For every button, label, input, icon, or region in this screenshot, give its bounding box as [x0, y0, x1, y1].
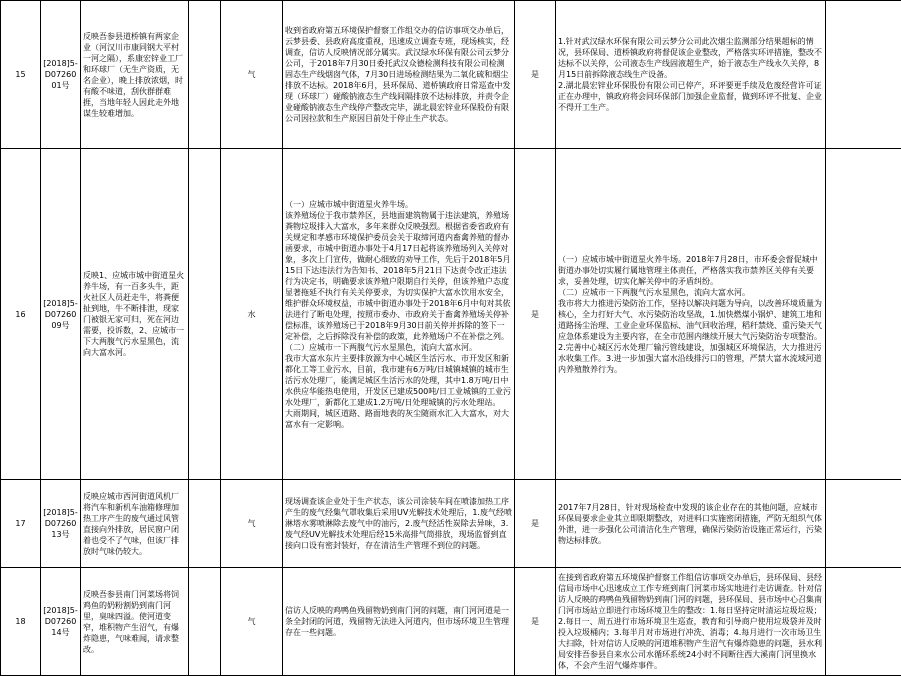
table-row	[1, 149, 901, 480]
findings-paragraph: 我市大富水东片主要排放源为中心城区生活污水、市开发区和新都化工等工业污水，目前，我市建有6万吨/日城镇城镇的城市生活污水处理厂，能满足城区生活污水的处理，其中1.8万吨/日中水供应华能热电使用，开发区已建成500吨/日工业城镇的工业污水处理厂，新都化工建成1.2万吨/日处理城镇的污水处理站。	[285, 353, 511, 407]
action-paragraph: 在接到省政府第五环境保护督察工作组信访事项交办单后，县环保局、县经信局市场中心迅速成立工作专班到南门河菜市场实地进行走访调查。针对信访人反映的鸡鸭鱼残留物奶到南门河的问题，县环保局、县市场中心召集南门河市场站立即进行市场环境卫生的整改：1.每日坚持定时清运垃圾垃圾；2.每日一、周五进行市场环境卫生巡查，教育和引导商户使用垃圾袋并及时投入垃圾桶内；3.每半月对市场进行冲洗、消毒；4.每月进行一次市场卫生大扫除，针对信访人反映的河道堆积物产生沼气有爆炸隐患的问题，县水利局安排吾参县自来水公司水循环系统24小时不间断往西大溪南门河里换水体，不会产生沼气爆炸事件。	[558, 573, 822, 670]
complaint-text: 反映吾参县南门河菜场将饲鸡鱼的奶粉割奶到南门河里，臭味四溢。使河道变窄，堆积物产生沼气，有爆炸隐患，气味难闻，请求整改。	[81, 568, 189, 676]
blank-cell	[189, 149, 221, 480]
complaint-text: 反映应城市西河街道风机厂将汽车和新机车油箱修理加热工序产生的废气通过风管直接向外排放，居民窗户闭着也受不了气味，但该厂排放时气味仍较大。	[81, 480, 189, 568]
findings-paragraph: 该养殖场位于我市禁养区，县地面建筑物属于违法建筑，养殖场粪物垃圾排入大富水，多年来群众反映强烈。根据省委省政府有关规定和孝感市环境保护委员会关于取缔河道内畜禽养殖的督办函要求，市城中街道办事处于4月17日起将该养殖场列入关停对象，多次上门宣传，做耐心细致的劝导工作，先后于2018年5月15日下达违法行为告知书、2018年5月21日下达责令改正违法行为决定书，明确要求该养殖户限期自行关停，但该养殖户态度显著拖延不执行有关关停要求，为切实保护大富水饮用水安全，维护群众环境权益，市城中街道办事处于2018年6月中旬对其依法进行了断电处理，按照市委办、市政府关于畜禽养殖场关停补偿标准，该养殖场已于2018年9月30日前关停并拆除的签下一定补偿，之后拆除没有补偿的政策，此养殖场户不在补偿之列。	[285, 210, 511, 341]
case-id: [2018]5-D0726009号	[41, 149, 81, 480]
findings-text: 现场调查该企业处于生产状态，该公司涂装车间在喷漆加热工序产生的废气经集气罩收集后采用UV光解技术处理后，1.废气经喷淋塔水雾喷淋除去废气中的油污，2.废气经活性炭除去异味，3.废气经UV光解技术处理后经15米高排气筒排放，现场监督到直接向口设有密封装好，存在清洁生产管理不到位的问题。	[283, 480, 515, 568]
row-number: 15	[1, 1, 41, 149]
tail-cell	[826, 480, 901, 568]
case-id: [2018]5-D0726014号	[41, 568, 81, 676]
actions-text	[556, 568, 826, 676]
pollution-type: 气	[221, 568, 283, 676]
complaint-text: 反映吾参县道桥镇有两家企业（河汉川市康同钢大平村一河之隔），系康宏锌业工厂和环球厂（无生产资质，无名企业），晚上排放浓烟，时有酸不味道，刮伙群群难捱，当地年轻人因此走外地谋生较难增加。	[81, 1, 189, 149]
table-row	[1, 568, 901, 676]
action-paragraph: （一）应城市城中街道星火养牛场。2018年7月28日，市环委会督促城中街道办事处切实履行属地管理主体责任，严格落实我市禁养区关停有关要求，妥善处理，切实化解关停中的矛盾纠纷。	[558, 254, 818, 286]
findings-paragraph: （一）应城市城中街道星火养牛场。	[285, 199, 413, 209]
findings-paragraph: 大雨期间，城区道路、路面地表的灰尘随雨水汇入大富水，对大富水有一定影响。	[285, 408, 509, 429]
table-row	[1, 480, 901, 568]
blank-cell	[189, 1, 221, 149]
row-number: 18	[1, 568, 41, 676]
verified-flag: 是	[515, 149, 556, 480]
case-id: [2018]5-D0726013号	[41, 480, 81, 568]
blank-cell	[189, 480, 221, 568]
pollution-type: 气	[221, 480, 283, 568]
action-paragraph: 2.湖北晨宏锌业环保股份有限公司已停产，环评要更手续及危废经营许可证正在办理中，镇政府将会同环保部门加强企业监督，做到环评不批复、企业不得开工生产。	[558, 81, 822, 112]
table-row	[1, 1, 901, 149]
action-paragraph: 我市将大力推进污染防治工作，坚持以解决问题为导向，以改善环境质量为核心，全力打好大气、水污染防治攻坚战，1.加快燃煤小锅炉、建筑工地和道路扬尘治理、工业企业环保监标、油气回收治理，稻秆禁烧、重污染天气应急体系建设为主要内容，在全市范围内继续开展大气污染防治专项整治。2.完善中心城区污水处理厂输污管线建设，加强城区环境保洁，大力推进污水收集工作。3.进一步加强大富水沿线排污口的管理，严禁大富水流域河道内养殖散养行为。	[558, 298, 822, 374]
complaint-text: 反映1、应城市城中街道星火养牛场，有一百多头牛，距火社区人员赶走牛，将粪便扯到地，牛不断排泄，现家门被银无家可归，死在河边需要，投诉数，2、应城市一下大两腹气污水星黑色，流向大富水河。	[81, 149, 189, 480]
tail-cell	[826, 568, 901, 676]
action-paragraph: 2017年7月28日，针对现场检查中发现的该企业存在的其他问题，应城市环保局要求企业其立即限期整改，对进料口实施密闭措施，严防无组织气体外泄，进一步强化公司清洁化生产管理，确保污染防治设施正常运行，污染物达标排放。	[558, 502, 822, 545]
findings-text: 收到省政府第五环境保护督察工作组交办的信访事项交办单后，云梦县委、县政府高度重视，迅速成立调查专班，现场核实，经调查，信访人反映情况部分属实。武汉绿水环保有限公司云梦分公司，于2018年7月30日委托武汉众德检测科技有限公司检测固态生产线烟囱气体，7月30日进场检测结果为二氧化硫和烟尘排放不达标。2018年6月，县环保局、道桥镇政府日常巡查中发现（环球厂）碰酸钠液态生产线间隔排放不达标排放，并责令企业碰酸钠液态生产线停产整改完毕，湖北晨宏锌业环保股份有限公司因拉款和生产原因目前处于停止生产状态。	[283, 1, 515, 149]
tail-cell	[826, 1, 901, 149]
blank-cell	[189, 568, 221, 676]
verified-flag: 是	[515, 568, 556, 676]
verified-flag: 是	[515, 480, 556, 568]
row-number: 17	[1, 480, 41, 568]
findings-text: 信访人反映的鸡鸭鱼残留物奶到南门河的问题，南门河河道是一条全封闭的河道，残留物无法进入河道内，但市场环境卫生管理存在一些问题。	[283, 568, 515, 676]
verified-flag: 是	[515, 1, 556, 149]
action-paragraph: （二）应城市一下两腹气污水星黑色，流向大富水河。	[558, 287, 750, 297]
case-id: [2018]5-D0726001号	[41, 1, 81, 149]
pollution-type: 水	[221, 149, 283, 480]
actions-text	[556, 1, 826, 149]
action-paragraph: 1.针对武汉绿水环保有限公司云梦分公司此次烟尘监测部分结果超标的情况，县环保局、道桥镇政府将督促该企业整改，严格落实环评措施，整改不达标不以关停，公司液态生产线固液超生产，始于液态生产线永久关停，8月15日前拆除液态线生产设备。	[558, 37, 822, 79]
tail-cell	[826, 149, 901, 480]
actions-text	[556, 149, 826, 480]
findings-paragraph: （二）应城市一下两腹气污水星黑色，流向大富水河。	[285, 342, 477, 352]
actions-text	[556, 480, 826, 568]
row-number: 16	[1, 149, 41, 480]
findings-text	[283, 149, 515, 480]
pollution-type: 气	[221, 1, 283, 149]
